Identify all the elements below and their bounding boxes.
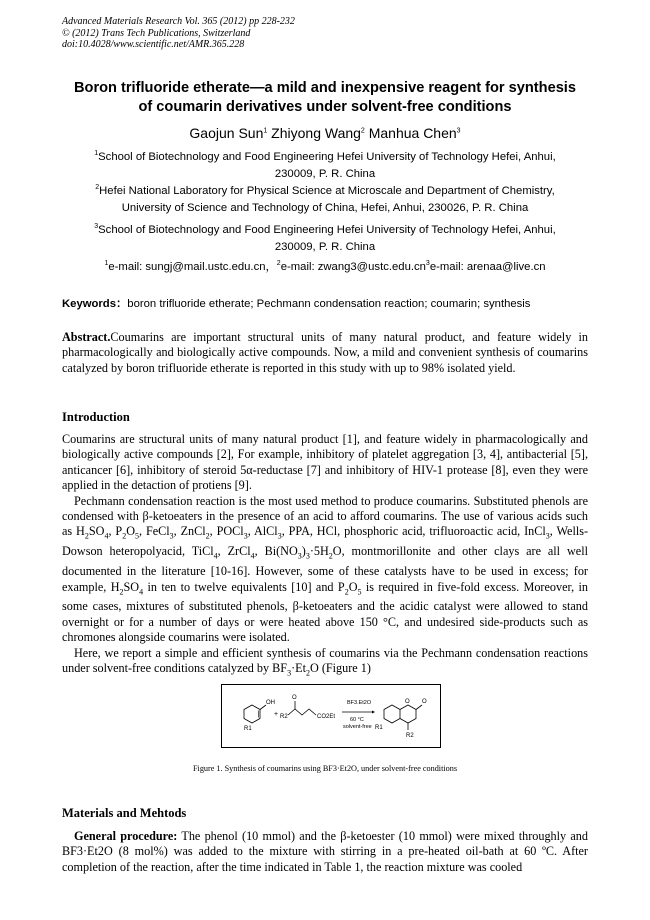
svg-text:O: O [405, 699, 410, 705]
svg-text:R1: R1 [375, 725, 383, 731]
email-1[interactable]: e-mail: sungj@mail.ustc.edu.cn， [108, 261, 277, 273]
introduction-heading: Introduction [62, 410, 130, 424]
coumarin-benzene-ring [384, 705, 400, 723]
keywords-label: Keywords： [62, 298, 128, 310]
figure-1-scheme [221, 684, 441, 748]
r2-label: R2 [280, 714, 288, 720]
abstract-label: Abstract. [62, 330, 111, 344]
author-name: Zhiyong Wang [271, 125, 361, 141]
catalyst-label: BF3.Et2O [347, 700, 372, 706]
svg-text:solvent-free: solvent-free [343, 724, 372, 730]
keywords [62, 295, 602, 311]
author-name: Gaojun Sun [189, 125, 264, 141]
general-procedure-text: The phenol (10 mmol) and the β-ketoester (10 mmol) were mixed throughly and BF3·Et2O (8 mol%) was added to the mixture with stirring in a pre-heated oil-bath at 60 ºC. After completion of the reaction, after the time indicated in Table 1, the reaction mixture was cooled [62, 829, 588, 874]
author-list: Gaojun Sun$^1$ Zhiyong Wang$^2$ Manhua Chen$^3$ [189, 125, 461, 141]
intro-paragraph-1: Coumarins are structural units of many natural product [1], and feature widely in pharmacologically and biologically active compounds [2], For example, inhibitory of platelet aggregation [3, 4], antibacterial [5], anticancer [6], inhibitory of steroid 5α-reductase [7] and inhibitory of HIV-1 protease [8], even they were applied in the detaction of protiens [9]. [62, 432, 588, 493]
intro-paragraph-3: Here, we report a simple and efficient synthesis of coumarins via the Pechmann condensation reactions under solvent-free conditions catalyzed by $BF_3\cdot Et_2O$ (Figure 1) [62, 645, 588, 678]
header-line-1: Advanced Materials Research Vol. 365 (2012) pp 228-232 [62, 16, 295, 27]
email-line: $^1$e-mail: sungj@mail.ustc.edu.cn，$^2$e-mail: $zwang3@ustc.edu.cn^3e$-mail: arenaa@live.cn [104, 260, 546, 273]
svg-text:60 °C: 60 °C [350, 717, 364, 723]
email-2[interactable]: e-mail: zwang3@ustc.edu.cn [280, 261, 426, 273]
keywords-text: boron trifluoride etherate; Pechmann condensation reaction; coumarin; synthesis [127, 298, 531, 310]
methods-heading: Materials and Mehtods [62, 806, 187, 820]
introduction-body [62, 432, 588, 681]
affiliation-2: $^2$Hefei National Laboratory for Physical Science at Microscale and Department of Chemistry, University of Science and Technology of China, Hefei, Anhui, 230026, P. R. China [95, 184, 555, 214]
methods-body [62, 829, 588, 875]
r1-label: R1 [244, 726, 252, 732]
ketoester-chain [288, 709, 316, 715]
intro-paragraph-2: Pechmann condensation reaction is the most used method to produce coumarins. Substituted phenols are condensed with β-ketoeaters in the presence of an acid to afford coumarins. The use of various acids such as $H_2SO_4$, $P_2O_5$, FeCl$_3$, ZnCl$_2$, POCl$_3$, AlCl$_3$, PPA, HCl, phosphoric acid, trifluoroactic acid, InCl$_3$, Wells-Dowson heteropolyacid, TiCl$_4$, ZrCl$_4$, $Bi(NO_3)_3\cdot 5H_2O$, montmorillonite and other clays are all well documented in the literature [10-16]. However, some of these catalysts have to be used in excess; for example, $H_2SO_4$ in ten to twelve equivalents [10] and $P_2O_5$ is required in five-fold excess. Moreover, in some cases, mixtures of substituted phenols, β-ketoeaters and the acidic catalyst were allowed to stand overnight or for a number of days or were heated above 150 °C, and undesired side-products such as chromones alongside coumarins were isolated. [62, 493, 589, 645]
abstract-text: Coumarins are important structural units of many natural product, and feature widely in pharmacologically and biologically active compounds. Now, a mild and convenient synthesis of coumarins catalyzed by boron trifluoride etherate is reported in this study with up to 98% isolated yield. [62, 330, 588, 375]
title-line-1: Boron trifluoride etherate—a mild and inexpensive reagent for synthesis [74, 80, 576, 96]
svg-text:+: + [274, 711, 279, 718]
affiliation-3: $^3$School of Biotechnology and Food Engineering Hefei University of Technology Hefei, Anhui, 230009, P. R. China [94, 223, 556, 253]
figure-1-caption: Figure 1. Synthesis of coumarins using BF3·Et2O, under solvent-free conditions [192, 764, 457, 773]
affiliation-1: $^1$School of Biotechnology and Food Engineering Hefei University of Technology Hefei, Anhui, 230009, P. R. China [94, 150, 556, 180]
svg-text:O: O [292, 695, 297, 701]
phenol-ring [244, 705, 260, 723]
co2et-label: CO2Et [317, 714, 336, 720]
title-line-2: of coumarin derivatives under solvent-free conditions [138, 99, 512, 115]
svg-text:R2: R2 [406, 733, 414, 739]
oh-label: OH [266, 700, 275, 706]
paper-title [40, 79, 610, 117]
header-line-2: © (2012) Trans Tech Publications, Switzerland [62, 27, 251, 39]
abstract [62, 330, 588, 376]
author-name: Manhua Chen [368, 125, 457, 141]
email-3[interactable]: e-mail: arenaa@live.cn [429, 261, 546, 273]
reaction-scheme [222, 685, 440, 747]
journal-header [62, 16, 295, 51]
coumarin-pyrone-ring [400, 705, 416, 723]
svg-text:O: O [422, 699, 427, 705]
header-line-3: doi:10.4028/www.scientific.net/AMR.365.228 [62, 39, 245, 50]
general-procedure-label: General procedure: [74, 829, 178, 843]
